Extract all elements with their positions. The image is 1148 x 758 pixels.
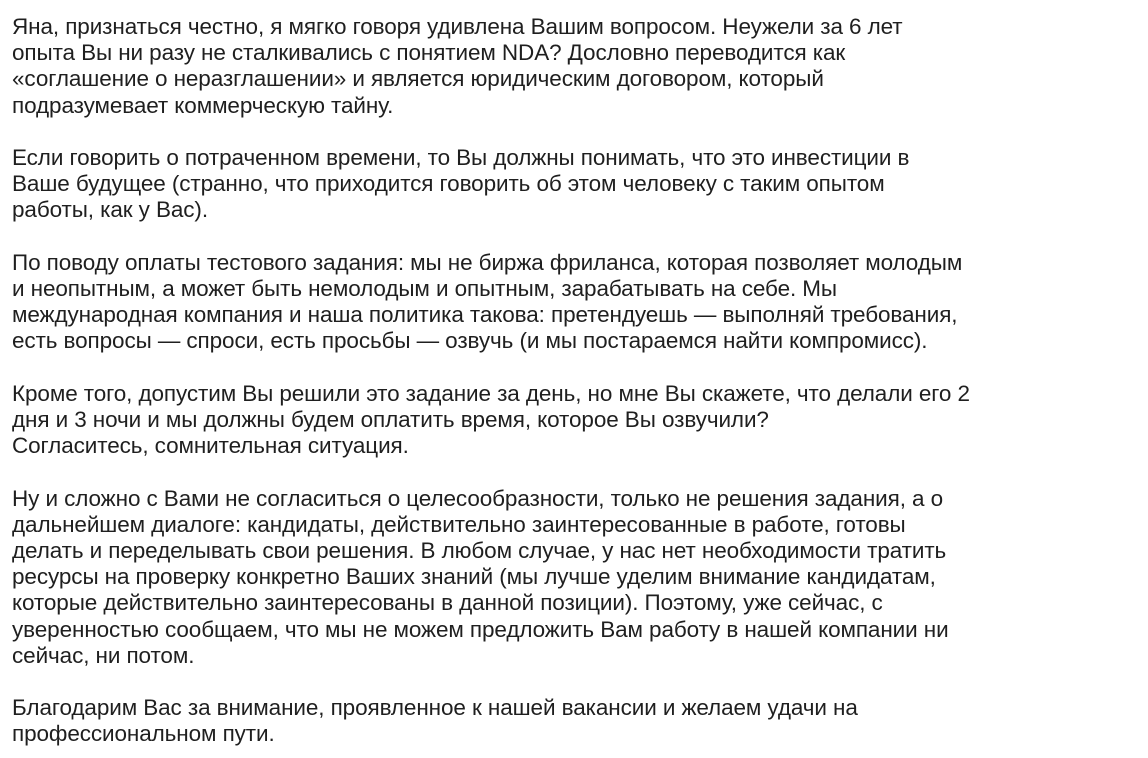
text-line: Ну и сложно с Вами не согласиться о целесообразности, только не решения задания, а о xyxy=(12,485,944,511)
paragraph-decision xyxy=(12,486,1140,669)
text-line: Если говорить о потраченном времени, то Вы должны понимать, что это инвестиции в xyxy=(12,145,910,170)
text-line: Согласитесь, сомнительная ситуация. xyxy=(12,433,409,459)
message-body xyxy=(12,14,1140,748)
text-line: Кроме того, допустим Вы решили это задание за день, но мне Вы скажете, что делали его 2 xyxy=(12,380,970,406)
text-line: опыта Вы ни разу не сталкивались с понятием NDA? Дословно переводится как xyxy=(12,40,846,66)
text-line: сейчас, ни потом. xyxy=(12,642,195,668)
text-line: Ваше будущее (странно, что приходится говорить об этом человеку с таким опытом xyxy=(12,171,885,197)
text-line: делать и переделывать свои решения. В любом случае, у нас нет необходимости тратить xyxy=(12,538,947,563)
text-line: дня и 3 ночи и мы должны будем оплатить время, которое Вы озвучили? xyxy=(12,407,769,432)
paragraph-closing xyxy=(12,695,1140,747)
text-line: уверенностью сообщаем, что мы не можем предложить Вам работу в нашей компании ни xyxy=(12,616,949,642)
text-line: подразумевает коммерческую тайну. xyxy=(12,92,394,118)
paragraph-hypothetical xyxy=(12,381,1140,460)
text-line: дальнейшем диалоге: кандидаты, действительно заинтересованные в работе, готовы xyxy=(12,511,906,537)
text-line: есть вопросы — спроси, есть просьбы — озвучь (и мы постараемся найти компромисс). xyxy=(12,328,928,354)
text-line: профессиональном пути. xyxy=(12,721,275,747)
paragraph-time-investment xyxy=(12,145,1140,224)
text-line: работы, как у Вас). xyxy=(12,197,208,223)
text-line: Благодарим Вас за внимание, проявленное к нашей вакансии и желаем удачи на xyxy=(12,695,858,721)
text-line: ресурсы на проверку конкретно Ваших знаний (мы лучше уделим внимание кандидатам, xyxy=(12,564,936,590)
text-line: и неопытным, а может быть немолодым и опытным, зарабатывать на себе. Мы xyxy=(12,276,838,301)
text-line: По поводу оплаты тестового задания: мы не биржа фриланса, которая позволяет молодым xyxy=(12,249,963,275)
text-line: «соглашение о неразглашении» и является юридическим договором, который xyxy=(12,66,824,92)
text-line: Яна, признаться честно, я мягко говоря удивлена Вашим вопросом. Неужели за 6 лет xyxy=(12,14,903,39)
text-line: международная компания и наша политика такова: претендуешь — выполняй требования, xyxy=(12,302,958,328)
text-line: которые действительно заинтересованы в данной позиции). Поэтому, уже сейчас, с xyxy=(12,590,883,616)
paragraph-payment xyxy=(12,250,1140,355)
paragraph-nda xyxy=(12,14,1140,119)
